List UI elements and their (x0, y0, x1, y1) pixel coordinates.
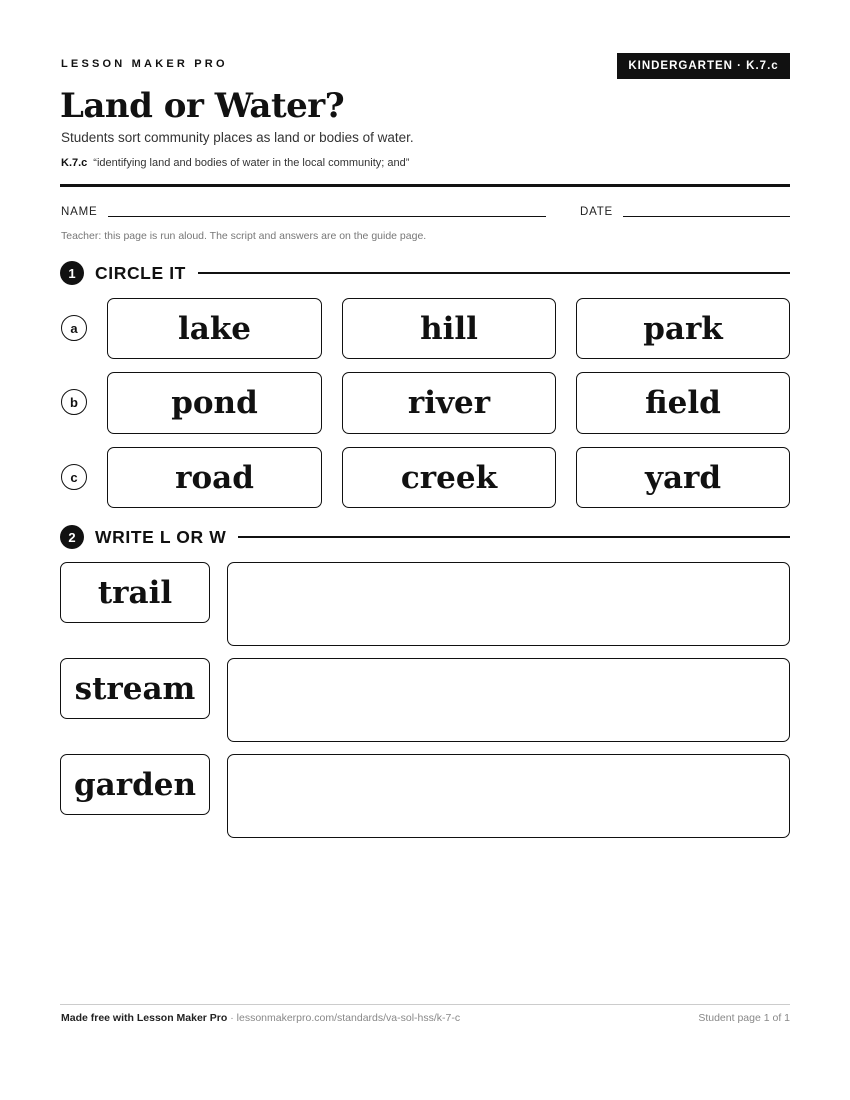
footer-credit (61, 1012, 460, 1024)
answer-box[interactable] (227, 754, 790, 838)
footer-divider (60, 1004, 790, 1005)
section-number-badge: 2 (60, 525, 84, 549)
standard-code: K.7.c (61, 157, 88, 169)
footer-made-with: Made free with Lesson Maker Pro (61, 1012, 228, 1024)
word-card[interactable]: creek (342, 447, 556, 508)
brand-name: LESSON MAKER PRO (61, 58, 228, 70)
date-label: DATE (580, 206, 614, 218)
prompt-word-card: garden (60, 754, 210, 815)
date-field-line[interactable] (623, 216, 790, 217)
section-write-header (60, 525, 790, 549)
section-title: WRITE L OR W (95, 526, 227, 547)
word-card[interactable]: yard (576, 447, 790, 508)
word-card[interactable]: hill (342, 298, 556, 359)
answer-box[interactable] (227, 562, 790, 646)
footer-page-label: Student page 1 of 1 (698, 1012, 790, 1024)
page-title: Land or Water? (60, 86, 345, 126)
header-divider (60, 184, 790, 187)
word-card[interactable]: pond (107, 372, 322, 434)
section-title: CIRCLE IT (95, 262, 186, 283)
name-field-line[interactable] (108, 216, 546, 217)
section-circle-it-header (60, 261, 790, 285)
grade-badge: KINDERGARTEN · K.7.c (617, 53, 790, 79)
footer-url[interactable]: · lessonmakerpro.com/standards/va-sol-hss/k-7-c (227, 1012, 461, 1024)
section-divider (238, 536, 790, 538)
section-divider (198, 272, 790, 274)
row-letter-b: b (61, 389, 87, 415)
row-letter-a: a (61, 315, 87, 341)
row-letter-c: c (61, 464, 87, 490)
word-card[interactable]: park (576, 298, 790, 359)
prompt-word-card: trail (60, 562, 210, 623)
answer-box[interactable] (227, 658, 790, 742)
name-label: NAME (61, 206, 98, 218)
standard-text: “identifying land and bodies of water in the local community; and” (93, 157, 410, 169)
word-card[interactable]: road (107, 447, 322, 508)
section-number-badge: 1 (60, 261, 84, 285)
page-subtitle: Students sort community places as land or bodies of water. (61, 130, 414, 145)
word-card[interactable]: field (576, 372, 790, 434)
standard-line (61, 157, 409, 169)
word-card[interactable]: river (342, 372, 556, 434)
word-card[interactable]: lake (107, 298, 322, 359)
prompt-word-card: stream (60, 658, 210, 719)
teacher-note: Teacher: this page is run aloud. The script and answers are on the guide page. (61, 230, 427, 242)
